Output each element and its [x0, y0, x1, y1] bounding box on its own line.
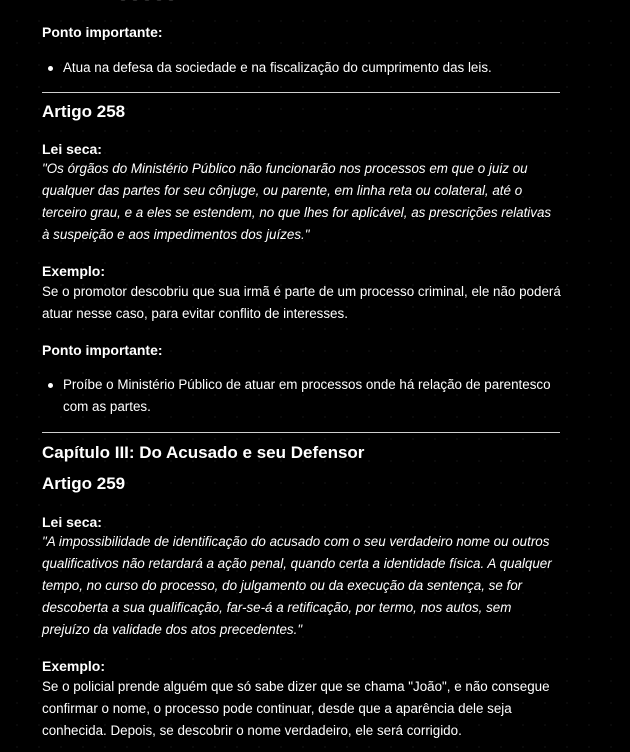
list-item [42, 57, 562, 79]
list-item [42, 374, 562, 418]
note-list [42, 57, 562, 79]
bullet-icon [48, 383, 53, 388]
list-item-text: Proíbe o Ministério Público de atuar em processos onde há relação de parentesco com as partes. [63, 377, 551, 414]
note-label: Ponto importante: [42, 24, 163, 40]
article-title: Artigo 259 [42, 474, 126, 493]
note-list [42, 374, 562, 418]
bullet-icon [48, 66, 53, 71]
law-text: "A impossibilidade de identificação do acusado com o seu verdadeiro nome ou outros qualificativos não retardará a ação penal, quando certa a identidade física. A qualquer tempo, no curso do processo, do julgamento ou da execução da sentença, se for descoberta a sua qualificação, far-se-á a retificação, por termo, nos autos, sem prejuízo da validade dos atos precedentes." [42, 534, 552, 637]
example-label: Exemplo: [42, 263, 106, 279]
chapter-title: Capítulo III: Do Acusado e seu Defensor [42, 443, 365, 462]
section-divider [42, 432, 560, 433]
law-label: Lei seca: [42, 514, 102, 530]
example-label: Exemplo: [42, 658, 106, 674]
section-divider [42, 92, 560, 93]
note-label: Ponto importante: [42, 342, 163, 358]
law-label: Lei seca: [42, 141, 102, 157]
example-text: Se o policial prende alguém que só sabe dizer que se chama "João", e não consegue confirmar o nome, o processo pode continuar, desde que a aparência dele seja conhecida. Depois, se descobrir o nome verdadeiro, ele será corrigido. [42, 679, 550, 738]
law-text: "Os órgãos do Ministério Público não funcionarão nos processos em que o juiz ou qualquer das partes for seu cônjuge, ou parente, em linha reta ou colateral, até o terceiro grau, e a eles se estendem, no que lhes for aplicável, as prescrições relativas à suspeição e aos impedimentos dos juízes." [42, 161, 552, 242]
list-item-text: Atua na defesa da sociedade e na fiscalização do cumprimento das leis. [63, 60, 492, 75]
article-title: Artigo 258 [42, 102, 126, 121]
scroll-indicator-dots [117, 0, 177, 3]
example-text: Se o promotor descobriu que sua irmã é parte de um processo criminal, ele não poderá atuar nesse caso, para evitar conflito de interesses. [42, 284, 561, 321]
